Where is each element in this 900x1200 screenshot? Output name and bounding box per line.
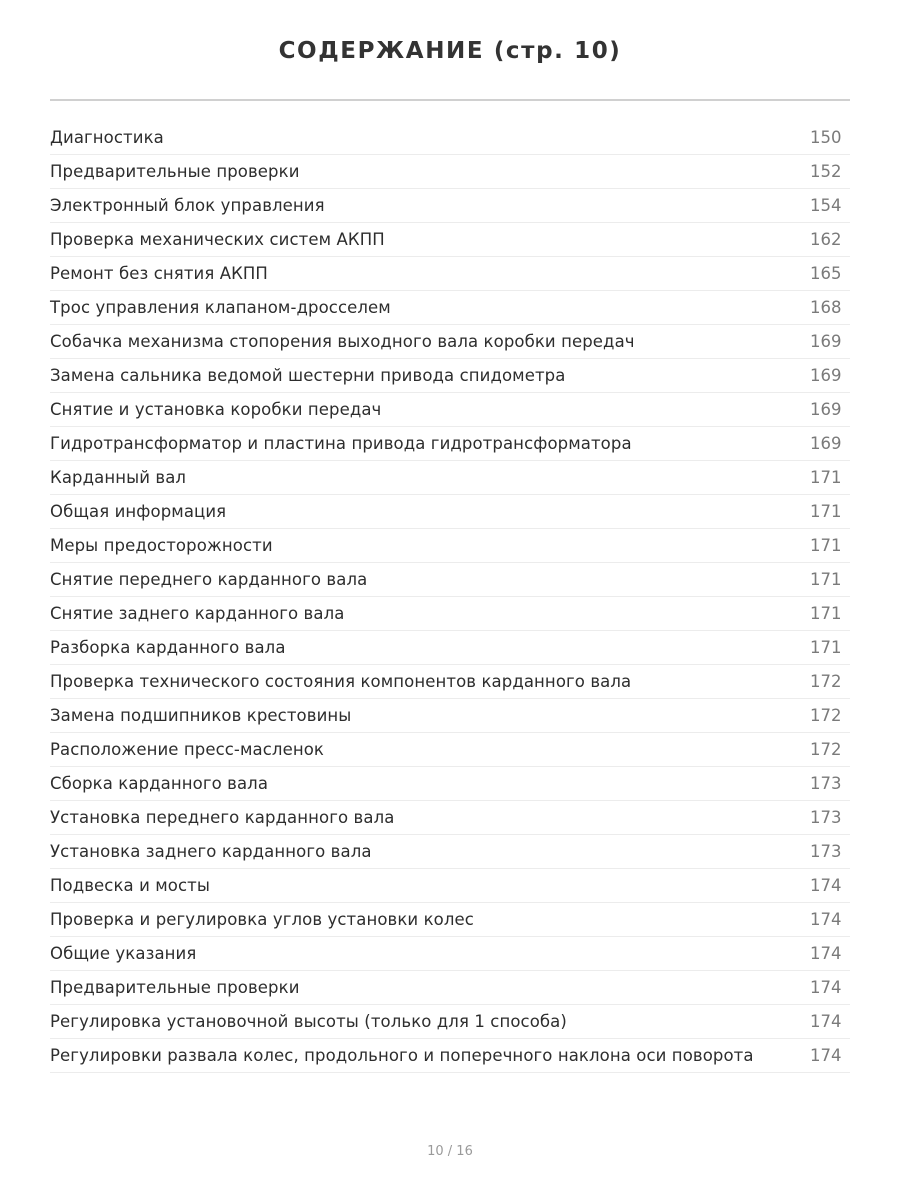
toc-entry[interactable] (50, 257, 850, 291)
page-indicator: 10 / 16 (427, 1144, 473, 1159)
toc-entry-title: Подвеска и мосты (50, 876, 211, 895)
toc-entry-title: Предварительные проверки (50, 978, 300, 997)
toc-entry-page-number: 171 (810, 604, 842, 623)
toc-entry[interactable] (50, 801, 850, 835)
toc-entry-title: Карданный вал (50, 468, 187, 487)
toc-entry[interactable] (50, 223, 850, 257)
toc-entry-page-number: 174 (810, 944, 842, 963)
toc-entry-page-number: 174 (810, 1012, 842, 1031)
toc-entry[interactable] (50, 903, 850, 937)
toc-entry-title: Проверка технического состояния компонентов карданного вала (50, 672, 632, 691)
toc-entry-page-number: 172 (810, 740, 842, 759)
toc-entry-page-number: 165 (810, 264, 842, 283)
toc-entry-page-number: 154 (810, 196, 842, 215)
toc-entry[interactable] (50, 699, 850, 733)
toc-entry-title: Сборка карданного вала (50, 774, 269, 793)
toc-entry[interactable] (50, 869, 850, 903)
toc-entry-title: Снятие заднего карданного вала (50, 604, 345, 623)
toc-entry[interactable] (50, 291, 850, 325)
toc-entry-title: Регулировки развала колес, продольного и поперечного наклона оси поворота (50, 1046, 754, 1065)
toc-entry-page-number: 172 (810, 706, 842, 725)
toc-entry-title: Общая информация (50, 502, 227, 521)
toc-entry[interactable] (50, 325, 850, 359)
toc-entry-title: Снятие переднего карданного вала (50, 570, 368, 589)
toc-entry-title: Проверка механических систем АКПП (50, 230, 385, 249)
toc-entry-page-number: 173 (810, 808, 842, 827)
toc-entry-page-number: 162 (810, 230, 842, 249)
toc-entry-page-number: 171 (810, 502, 842, 521)
toc-entry[interactable] (50, 393, 850, 427)
toc-entry[interactable] (50, 597, 850, 631)
toc-entry[interactable] (50, 529, 850, 563)
toc-entry-page-number: 174 (810, 876, 842, 895)
toc-entry-title: Замена подшипников крестовины (50, 706, 352, 725)
toc-entry[interactable] (50, 189, 850, 223)
toc-entry[interactable] (50, 733, 850, 767)
toc-entry-page-number: 152 (810, 162, 842, 181)
toc-entry-page-number: 171 (810, 638, 842, 657)
toc-entry-title: Проверка и регулировка углов установки колес (50, 910, 474, 929)
toc-entry-page-number: 174 (810, 910, 842, 929)
toc-entry-page-number: 169 (810, 400, 842, 419)
toc-entry-title: Предварительные проверки (50, 162, 300, 181)
toc-entry-title: Меры предосторожности (50, 536, 273, 555)
page-title: СОДЕРЖАНИЕ (стр. 10) (278, 38, 622, 64)
toc-entry[interactable] (50, 767, 850, 801)
toc-entry-page-number: 169 (810, 366, 842, 385)
toc-entry[interactable] (50, 359, 850, 393)
toc-entry-page-number: 173 (810, 774, 842, 793)
toc-entry-page-number: 173 (810, 842, 842, 861)
toc-entry-page-number: 172 (810, 672, 842, 691)
toc-entry[interactable] (50, 155, 850, 189)
toc-entry-page-number: 174 (810, 1046, 842, 1065)
toc-entry[interactable] (50, 971, 850, 1005)
toc-entry-page-number: 150 (810, 128, 842, 147)
toc-entry[interactable] (50, 631, 850, 665)
toc-entry[interactable] (50, 1039, 850, 1073)
toc-entry-page-number: 171 (810, 570, 842, 589)
toc-entry-title: Снятие и установка коробки передач (50, 400, 382, 419)
toc-entry-title: Электронный блок управления (50, 196, 325, 215)
toc-entry[interactable] (50, 563, 850, 597)
toc-entry-page-number: 171 (810, 468, 842, 487)
toc-entry-title: Расположение пресс-масленок (50, 740, 324, 759)
toc-entry[interactable] (50, 1005, 850, 1039)
toc-entry[interactable] (50, 937, 850, 971)
toc-entry[interactable] (50, 495, 850, 529)
toc-entry-page-number: 169 (810, 332, 842, 351)
toc-entry-page-number: 168 (810, 298, 842, 317)
toc-entry-title: Ремонт без снятия АКПП (50, 264, 268, 283)
toc-entry[interactable] (50, 461, 850, 495)
toc-entry-title: Регулировка установочной высоты (только для 1 способа) (50, 1012, 567, 1031)
toc-entry-title: Разборка карданного вала (50, 638, 286, 657)
table-of-contents (50, 121, 850, 1073)
toc-entry-page-number: 174 (810, 978, 842, 997)
toc-entry-page-number: 171 (810, 536, 842, 555)
toc-entry[interactable] (50, 665, 850, 699)
toc-entry-title: Собачка механизма стопорения выходного вала коробки передач (50, 332, 635, 351)
toc-entry-title: Гидротрансформатор и пластина привода гидротрансформатора (50, 434, 632, 453)
toc-entry-page-number: 169 (810, 434, 842, 453)
title-divider (50, 99, 850, 101)
toc-entry[interactable] (50, 835, 850, 869)
toc-entry-title: Трос управления клапаном-дросселем (50, 298, 391, 317)
toc-entry[interactable] (50, 427, 850, 461)
toc-entry[interactable] (50, 121, 850, 155)
toc-entry-title: Установка заднего карданного вала (50, 842, 372, 861)
toc-entry-title: Установка переднего карданного вала (50, 808, 395, 827)
toc-entry-title: Замена сальника ведомой шестерни привода спидометра (50, 366, 566, 385)
toc-entry-title: Диагностика (50, 128, 164, 147)
toc-entry-title: Общие указания (50, 944, 197, 963)
